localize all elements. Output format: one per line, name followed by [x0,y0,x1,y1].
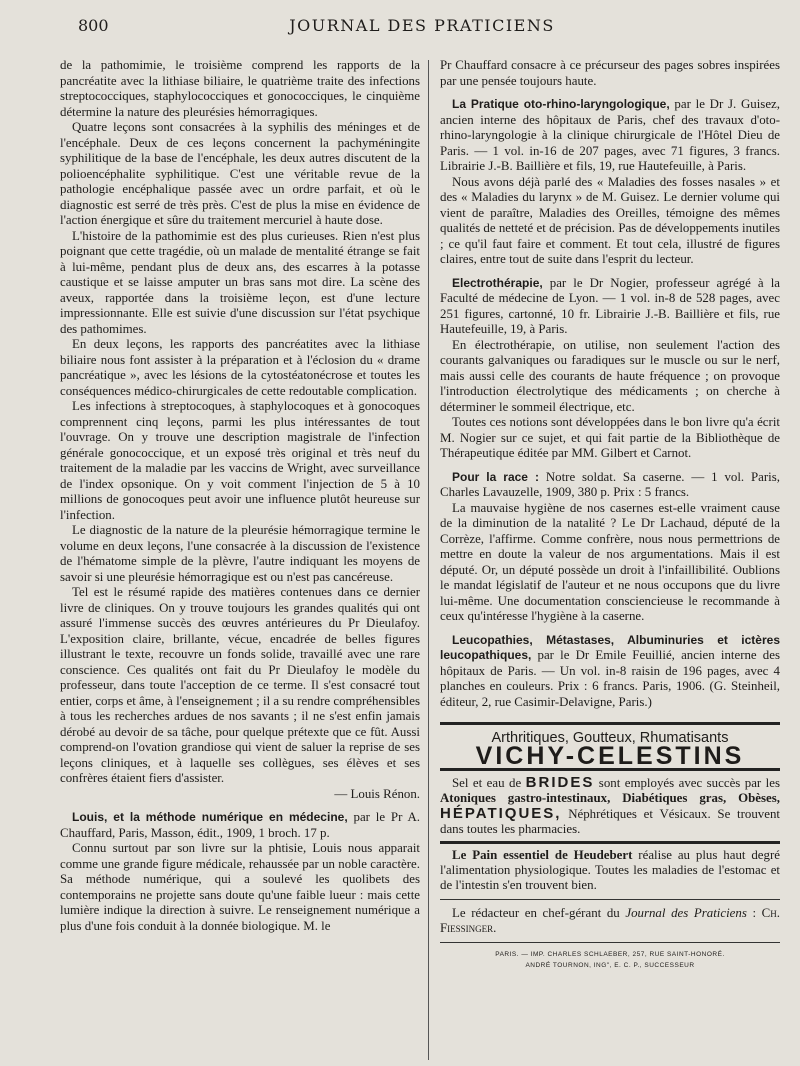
paragraph: L'histoire de la pathomimie est des plus curieuses. Rien n'est plus poignant que cette tragédie, où un malade de mentalité étrange se fait à lui-même, pendant plus de deux ans, des escarres à la potasse caustique et se laisse amputer un bras sans mot dire. La scène des aveux, rapportée dans la troisième leçon, est d'une lecture impressionnante. Elle est suivie d'une discussion sur l'état psychique des pathomimes. [60,228,420,336]
review-list [440,97,780,718]
review-title: Pour la race : [452,469,539,484]
ad-conditions: Atoniques gastro-intestinaux, Diabétiques gras, Obèses, [440,791,780,805]
editor-prefix: Le rédacteur en chef-gérant du [452,906,626,920]
editor-name: : Ch. Fiessinger. [440,906,780,935]
rule [440,899,780,900]
review-title: La Pratique oto-rhino-laryngologique, [452,97,670,111]
editor-line [440,906,780,936]
paragraph: de la pathomimie, le troisième comprend les rapports de la pancréatite avec la lithiase biliaire, le quatrième traite des infections streptococciques, staphylococciques et gonococciques, le cinquième détermine la nature des pleurésies hémorragiques. [60,58,420,119]
page-number: 800 [78,16,109,35]
review-title: Leucopathies, Métastases, Albuminuries et ictères leucopathiques, [440,632,780,662]
right-column [440,58,780,971]
ad-text: Sel et eau de [452,776,526,790]
column-divider [428,60,429,1060]
review-details: Notre soldat. Sa caserne. — 1 vol. Paris, Charles Lavauzelle, 1909, 380 p. Prix : 5 francs. [440,469,781,499]
paragraph: En électrothérapie, on utilise, non seulement l'action des courants galvaniques ou faradiques sur le muscle ou sur le nerf, mais aussi celle des courants de haute fréquence ; on provoque l'introduction électrolytique des médicaments ; on cherche à déterminer le sommeil électrique, etc. [440,337,780,414]
ad-subtitle: Arthritiques, Goutteux, Rhumatisants [491,730,729,746]
ad-rule-bottom [440,841,780,844]
paragraph: Pr Chauffard consacre à ce précurseur des pages sobres inspirées par une pensée toujours haute. [440,58,780,88]
paragraph: Nous avons déjà parlé des « Maladies des fosses nasales » et des « Maladies du larynx » de M. Guisez. Le dernier volume qui vient de paraître, Maladies des Oreilles, témoigne des mêmes qualités de netteté et de précision. Pas de développements inutiles ; ce qu'il faut faire et comment. Et tout cela, illustré de figures claires, entre tout de suite dans l'esprit du lecteur. [440,174,780,266]
review-heading [440,470,780,501]
heudebert-text: réalise au plus haut degré l'alimentation physiologique. Toutes les maladies de l'estomac et de l'intestin s'en trouvent bien. [440,848,780,892]
heudebert-bold: Le Pain essentiel de Heudebert [452,848,633,862]
left-column [60,58,420,934]
review-heading [440,633,780,711]
paragraph: Quatre leçons sont consacrées à la syphilis des méninges et de l'encéphale. Deux de ces leçons concernent la pachyméningite syphilitique de la base de l'encéphale, les deux autres discutent de la polioencéphalite syphilitique. C'est une véritable revue de la pathologie encéphalique passée avec un ordre parfait, et où le diagnostic est serré de très près. C'est de plus la mise en évidence de l'action énergique et sûre du traitement mercuriel à haute dose. [60,120,420,227]
paragraph: La mauvaise hygiène de nos casernes est-elle vraiment cause de la diminution de la natalité ? Le Dr Lachaud, député de la Corrèze, l'affirme. Comme confrère, nous nous permettrions de mettre en doute la valeur de nos argumentations. Mais il est député. Or, un député possède un droit à l'infaillibilité. Oublions le mandat législatif de l'auteur et ne nous occupons que du livre lui-même. Une documentation consciencieuse le recommande à ceux qu'intéresse l'hygiène à la caserne. [440,500,780,623]
ad-text: sont employés avec succès par les [594,776,780,790]
heudebert-ad [440,848,780,893]
paragraph: En deux leçons, les rapports des pancréatites avec la lithiase biliaire nous font assister à la préparation et à l'éclosion du « drame pancréatique », avec les lésions de la cytostéatonécrose et toutes les conséquences médico-chirurgicales de cette redoutable complication. [60,337,420,398]
paragraph: Les infections à streptocoques, à staphylocoques et à gonocoques comprennent cinq leçons, parmi les plus intéressantes de tout l'ouvrage. On y trouve une description magistrale de l'infection générale gonococcique, et un exposé très original et très neuf du traitement de la maladie par les vaccins de Wright, avec surveillance de l'index opsonique. On y voit comment l'injection de 5 à 10 millions de gonocoques peut avoir une influence plutôt heureuse sur l'infection. [60,399,420,522]
paragraph: Toutes ces notions sont développées dans le bon livre qu'a écrit M. Nogier sur ce sujet, et qui fait partie de la Bibliothèque de Thérapeutique éditée par MM. Gilbert et Carnot. [440,415,780,460]
review-details: par le Dr J. Guisez, ancien interne des hôpitaux de Paris, chef des travaux d'oto-rhino-laryngologie à la clinique chirurgicale de l'Hôtel Dieu de Paris. — 1 vol. in-16 de 207 pages, avec 71 figures, 3 francs. Librairie J.-B. Baillière et fils, 19, rue Hautefeuille, à Paris. [440,97,780,173]
paragraph: Tel est le résumé rapide des matières contenues dans ce dernier livre de cliniques. On y trouve toujours les grandes qualités qui ont assuré l'immense succès des œuvres antérieures du Pr Dieulafoy. L'exposition claire, brillante, vécue, encadrée de belles figures illustrant le texte, recouvre un fonds solide, travaillé avec une rare conscience. Ces qualités ont fait du Pr Dieulafoy le modèle du professeur, dans toute l'acception de ce terme. Il s'est consacré tout entier, corps et âme, à l'enseignement ; il a su rendre compréhensibles à tous les recherches ardues de nos savants ; il ne s'est enfin jamais dérobé au devoir de sa tâche, pour quelque prétexte que ce fût. Aussi comprend-on l'ovation grandiose qui vient de saluer la reprise de ses leçons cliniques, et à laquelle ses collègues, ses élèves et ses confrères étaient fiers d'assister. [60,585,420,785]
page-header [62,12,782,40]
review-heading [440,97,780,175]
ad-brides: BRIDES [525,774,595,791]
brides-ad [440,775,780,837]
rule [440,942,780,943]
imprint-line-1: PARIS. — IMP. CHARLES SCHLAEBER, 257, RUE SAINT-HONORÉ. [495,951,725,958]
ad-brand: VICHY-CELESTINS [475,741,745,770]
author-signature: — Louis Rénon. [334,786,420,801]
ad-hepatiques: HÉPATIQUES, [440,805,562,822]
review-title: Electrothérapie, [452,275,543,290]
review-heading [60,810,420,841]
imprint-line-2: ANDRÉ TOURNON, ING", E. C. P., SUCCESSEUR [525,962,695,969]
review-details: par le Dr Emile Feuillié, ancien interne des hôpitaux de Paris. — Un vol. in-8 raisin de 196 pages, avec 4 planches en couleurs. Prix : 6 francs. Paris, 1906. (G. Steinheil, éditeur, 2, rue Casimir-Delavigne, Paris.) [440,648,780,709]
running-title: JOURNAL DES PRATICIENS [289,16,555,35]
review-title: Louis, et la méthode numérique en médecine, [72,810,348,824]
review-details: par le Pr A. Chauffard, Paris, Masson, édit., 1909, 1 broch. 17 p. [60,810,421,840]
ad-text: Néphrétiques et Vésicaux. Se trouvent dans toutes les pharmacies. [440,807,780,836]
editor-journal: Journal des Praticiens [625,906,747,920]
paragraph: Connu surtout par son livre sur la phtisie, Louis nous apparait comme une grande figure médicale, rehaussée par un noble caractère. Sa méthode numérique, qui a soulevé les quolibets des contemporains ne projette sans doute qu'une faible lueur : mais cette lumière indique la direction à suivre. Le renseignement numérique a plus d'une fois conduit à la donnée biologique. M. le [60,841,420,933]
paragraph: Le diagnostic de la nature de la pleurésie hémorragique termine le volume en deux leçons, l'une consacrée à la discussion de l'existence de l'hématome simple de la plèvre, l'autre indiquant les moyens de savoir si une pleurésie hémorragique est ou n'est pas cancéreuse. [60,523,420,584]
ad-rule-top [440,722,780,725]
review-details: par le Dr Nogier, professeur agrégé à la Faculté de médecine de Lyon. — 1 vol. in-8 de 528 pages, avec 251 figures, cartonné, 10 fr. Librairie J.-B. Baillière et fils, rue Hautefeuille, 19, à Paris. [440,275,780,336]
review-heading [440,276,780,338]
